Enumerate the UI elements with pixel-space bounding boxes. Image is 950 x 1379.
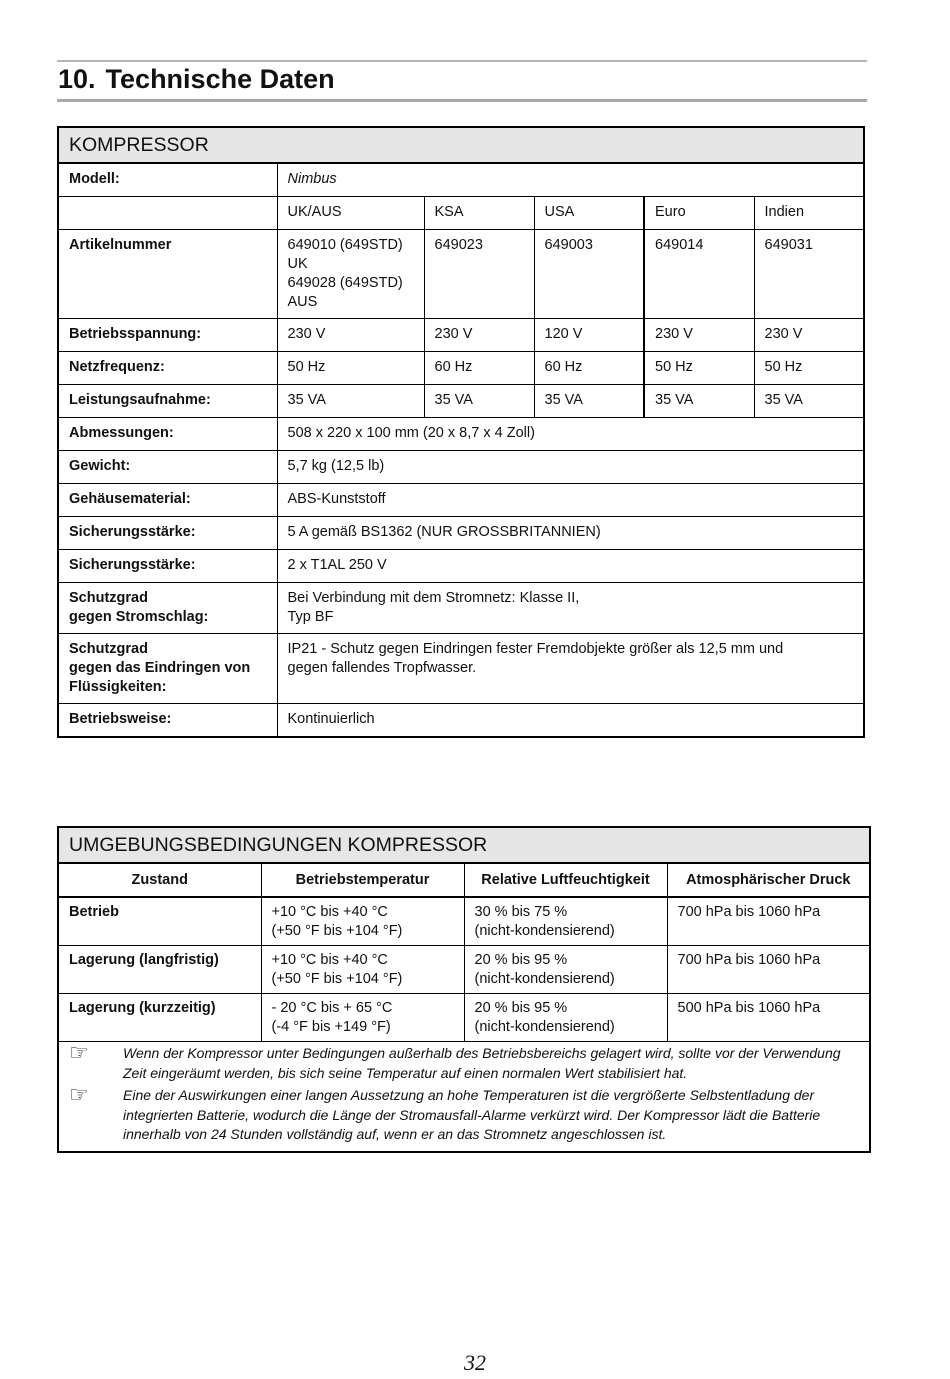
compressor-header-row (58, 127, 864, 163)
voltage-cell: 120 V (534, 319, 644, 352)
pressure-cell: 700 hPa bis 1060 hPa (667, 946, 870, 994)
variant-row-label (58, 197, 277, 230)
frequency-cell: 50 Hz (644, 352, 754, 385)
section-heading (58, 62, 335, 96)
variant-cell: UK/AUS (277, 197, 424, 230)
spec-row (58, 550, 864, 583)
environment-title: UMGEBUNGSBEDINGUNGEN KOMPRESSOR (58, 827, 870, 863)
spec-value: Bei Verbindung mit dem Stromnetz: Klasse II, Typ BF (277, 583, 864, 634)
spec-label: Schutzgrad gegen Stromschlag: (58, 583, 277, 634)
spec-label: Gewicht: (58, 451, 277, 484)
note (69, 1040, 859, 1083)
power-label: Leistungsaufnahme: (58, 385, 277, 418)
voltage-cell: 230 V (424, 319, 534, 352)
variant-cell: USA (534, 197, 644, 230)
spec-label: Betriebsweise: (58, 704, 277, 738)
table-row (58, 897, 870, 946)
spec-label: Gehäusematerial: (58, 484, 277, 517)
spec-row (58, 583, 864, 634)
condition-label: Lagerung (kurzzeitig) (58, 994, 261, 1042)
frequency-cell: 60 Hz (534, 352, 644, 385)
section-title: Technische Daten (105, 64, 335, 94)
pointing-hand-icon: ☞ (69, 1040, 89, 1065)
note-text: Wenn der Kompressor unter Bedingungen außerhalb des Betriebsbereichs gelagert wird, sollte vor der Verwendung Zeit eingeräumt werden, bis sich seine Temperatur auf einen normalen Wert stabilisiert hat. (123, 1045, 841, 1081)
power-cell: 35 VA (754, 385, 864, 418)
column-header: Atmosphärischer Druck (667, 863, 870, 897)
spec-value: 5 A gemäß BS1362 (NUR GROSSBRITANNIEN) (277, 517, 864, 550)
article-row (58, 230, 864, 319)
heading-underline (57, 99, 867, 102)
column-header: Relative Luftfeuchtigkeit (464, 863, 667, 897)
pressure-cell: 500 hPa bis 1060 hPa (667, 994, 870, 1042)
spec-value: 508 x 220 x 100 mm (20 x 8,7 x 4 Zoll) (277, 418, 864, 451)
page-number: 32 (464, 1350, 486, 1375)
power-cell: 35 VA (644, 385, 754, 418)
voltage-cell: 230 V (277, 319, 424, 352)
variant-cell: Indien (754, 197, 864, 230)
spec-row (58, 704, 864, 738)
power-cell: 35 VA (424, 385, 534, 418)
power-cell: 35 VA (277, 385, 424, 418)
compressor-title: KOMPRESSOR (58, 127, 864, 163)
spec-label: Abmessungen: (58, 418, 277, 451)
temperature-cell: +10 °C bis +40 °C (+50 °F bis +104 °F) (261, 946, 464, 994)
voltage-cell: 230 V (644, 319, 754, 352)
spec-row (58, 634, 864, 704)
spec-value: 2 x T1AL 250 V (277, 550, 864, 583)
voltage-row (58, 319, 864, 352)
article-label: Artikelnummer (58, 230, 277, 319)
spec-row (58, 418, 864, 451)
article-cell: 649031 (754, 230, 864, 319)
spec-value: IP21 - Schutz gegen Eindringen fester Fremdobjekte größer als 12,5 mm und gegen fallendes Tropfwasser. (277, 634, 864, 704)
column-header: Betriebstemperatur (261, 863, 464, 897)
spec-value: 5,7 kg (12,5 lb) (277, 451, 864, 484)
frequency-cell: 60 Hz (424, 352, 534, 385)
compressor-table (57, 126, 865, 738)
pointing-hand-icon: ☞ (69, 1082, 89, 1107)
spec-value: ABS-Kunststoff (277, 484, 864, 517)
variant-row (58, 197, 864, 230)
model-row (58, 163, 864, 197)
table-row (58, 994, 870, 1042)
model-label: Modell: (58, 163, 277, 197)
article-cell: 649023 (424, 230, 534, 319)
temperature-cell: - 20 °C bis + 65 °C (-4 °F bis +149 °F) (261, 994, 464, 1042)
model-value: Nimbus (277, 163, 864, 197)
humidity-cell: 20 % bis 95 % (nicht-kondensierend) (464, 994, 667, 1042)
spec-row (58, 484, 864, 517)
article-cell: 649003 (534, 230, 644, 319)
spec-label: Sicherungsstärke: (58, 550, 277, 583)
spec-row (58, 451, 864, 484)
pressure-cell: 700 hPa bis 1060 hPa (667, 897, 870, 946)
condition-label: Lagerung (langfristig) (58, 946, 261, 994)
column-header-row (58, 863, 870, 897)
frequency-cell: 50 Hz (754, 352, 864, 385)
environment-table (57, 826, 871, 1153)
frequency-cell: 50 Hz (277, 352, 424, 385)
condition-label: Betrieb (58, 897, 261, 946)
power-row (58, 385, 864, 418)
spec-label: Sicherungsstärke: (58, 517, 277, 550)
power-cell: 35 VA (534, 385, 644, 418)
temperature-cell: +10 °C bis +40 °C (+50 °F bis +104 °F) (261, 897, 464, 946)
note (69, 1082, 859, 1145)
notes-row (58, 1042, 870, 1152)
voltage-cell: 230 V (754, 319, 864, 352)
table-row (58, 946, 870, 994)
section-number: 10. (58, 64, 96, 94)
environment-header-row (58, 827, 870, 863)
humidity-cell: 30 % bis 75 % (nicht-kondensierend) (464, 897, 667, 946)
spec-label: Schutzgrad gegen das Eindringen von Flüssigkeiten: (58, 634, 277, 704)
article-cell: 649010 (649STD) UK 649028 (649STD) AUS (277, 230, 424, 319)
frequency-row (58, 352, 864, 385)
humidity-cell: 20 % bis 95 % (nicht-kondensierend) (464, 946, 667, 994)
variant-cell: Euro (644, 197, 754, 230)
notes-cell (58, 1042, 870, 1152)
frequency-label: Netzfrequenz: (58, 352, 277, 385)
variant-cell: KSA (424, 197, 534, 230)
spec-row (58, 517, 864, 550)
article-cell: 649014 (644, 230, 754, 319)
spec-value: Kontinuierlich (277, 704, 864, 738)
note-text: Eine der Auswirkungen einer langen Aussetzung an hohe Temperaturen ist die vergrößerte Selbstentladung der integrierten Batterie, wodurch die Länge der Stromausfall-Alarme verkürzt wird. Der Kompressor lädt die Batterie innerhalb von 24 Stunden vollständig auf, wenn er an das Stromnetz angeschlossen ist. (123, 1087, 821, 1142)
column-header: Zustand (58, 863, 261, 897)
voltage-label: Betriebsspannung: (58, 319, 277, 352)
